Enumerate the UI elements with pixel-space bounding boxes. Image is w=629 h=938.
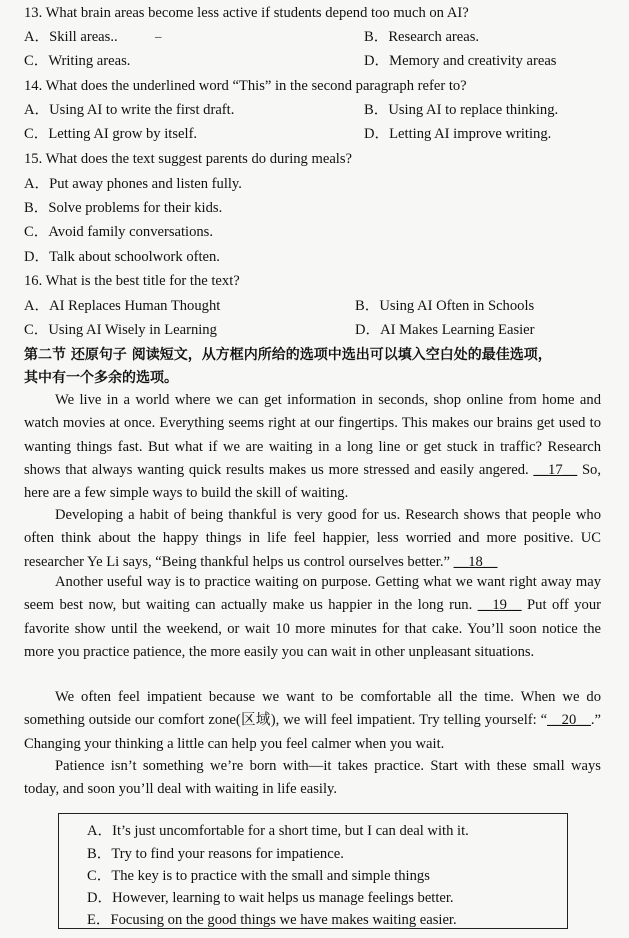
q15-option-c: C．Avoid family conversations.: [24, 224, 214, 240]
q15-option-a: A．Put away phones and listen fully.: [24, 176, 242, 192]
q13-option-a: A．Skill areas..: [24, 29, 118, 45]
q16-option-d: D．AI Makes Learning Easier: [355, 322, 535, 338]
box-option-b: B．Try to find your reasons for impatience.: [87, 846, 344, 862]
passage-paragraph-2: Developing a habit of being thankful is very good for us. Research shows that people who often think about the happy things in life feel happier, less worried and more positive. UC researcher Ye Li says, “Being thankful helps us control ourselves better.” __18__: [24, 507, 601, 570]
q14-option-d: D．Letting AI improve writing.: [364, 126, 552, 142]
passage-paragraph-5: Patience isn’t something we’re born with—it takes practice. Start with these small ways today, and soon you’ll deal with waiting in life easily.: [24, 758, 601, 798]
section2-heading-line2: 其中有一个多余的选项。: [24, 370, 178, 386]
passage-paragraph-4: We often feel impatient because we want to be comfortable all the time. When we do something outside our comfort zone(区域), we will feel impatient. Try telling yourself: “__20__.” Changing your thinking a little can help you feel calmer when you wait.: [24, 689, 601, 752]
q13-option-d: D．Memory and creativity areas: [364, 53, 557, 69]
q15-stem: 15. What does the text suggest parents do during meals?: [24, 151, 353, 167]
q16-option-c: C．Using AI Wisely in Learning: [24, 322, 217, 338]
q13-stem: 13. What brain areas become less active if students depend too much on AI?: [24, 5, 469, 21]
section2-heading-line1: 第二节 还原句子 阅读短文，从方框内所给的选项中选出可以填入空白处的最佳选项，: [24, 347, 552, 363]
box-option-d: D．However, learning to wait helps us manage feelings better.: [87, 890, 454, 906]
box-option-c: C．The key is to practice with the small and simple things: [87, 868, 430, 884]
blank-20: __20__: [547, 712, 591, 729]
q13-option-b: B．Research areas.: [364, 29, 480, 45]
q14-option-a: A．Using AI to write the first draft.: [24, 102, 235, 118]
pen-mark: _: [155, 24, 162, 39]
passage-paragraph-1: We live in a world where we can get information in seconds, shop online from home and watch movies at once. Everything seems right at our fingertips. This makes our brains get used to wanting things fast. But what if we are waiting in a long line or get stuck in traffic? Research shows that always wanting quick results makes us more stressed and easily angered. __17__ So, here are a few simple ways to build the skill of waiting.: [24, 392, 602, 502]
options-box: [58, 813, 568, 929]
q16-option-a: A．AI Replaces Human Thought: [24, 298, 221, 314]
q15-option-d: D．Talk about schoolwork often.: [24, 249, 220, 265]
box-option-a: A．It’s just uncomfortable for a short time, but I can deal with it.: [87, 823, 469, 839]
q14-stem: 14. What does the underlined word “This” in the second paragraph refer to?: [24, 78, 467, 94]
blank-19: __19__: [477, 597, 522, 614]
q16-option-b: B．Using AI Often in Schools: [355, 298, 535, 314]
blank-18: __18__: [453, 553, 498, 570]
q15-option-b: B．Solve problems for their kids.: [24, 200, 223, 216]
q13-option-c: C．Writing areas.: [24, 53, 131, 69]
q14-option-c: C．Letting AI grow by itself.: [24, 126, 198, 142]
blank-17: __17__: [533, 461, 578, 478]
box-option-e: E．Focusing on the good things we have makes waiting easier.: [87, 912, 457, 928]
q14-option-b: B．Using AI to replace thinking.: [364, 102, 559, 118]
passage-paragraph-3: Another useful way is to practice waiting on purpose. Getting what we want right away may seem best now, but waiting can actually make us happier in the long run. __19__ Put off your favorite show until the weekend, or wait 10 more minutes for that cake. You’ll soon notice the more you practice patience, the more easily you can wait in other unpleasant situations.: [24, 574, 601, 660]
q16-stem: 16. What is the best title for the text?: [24, 273, 240, 289]
